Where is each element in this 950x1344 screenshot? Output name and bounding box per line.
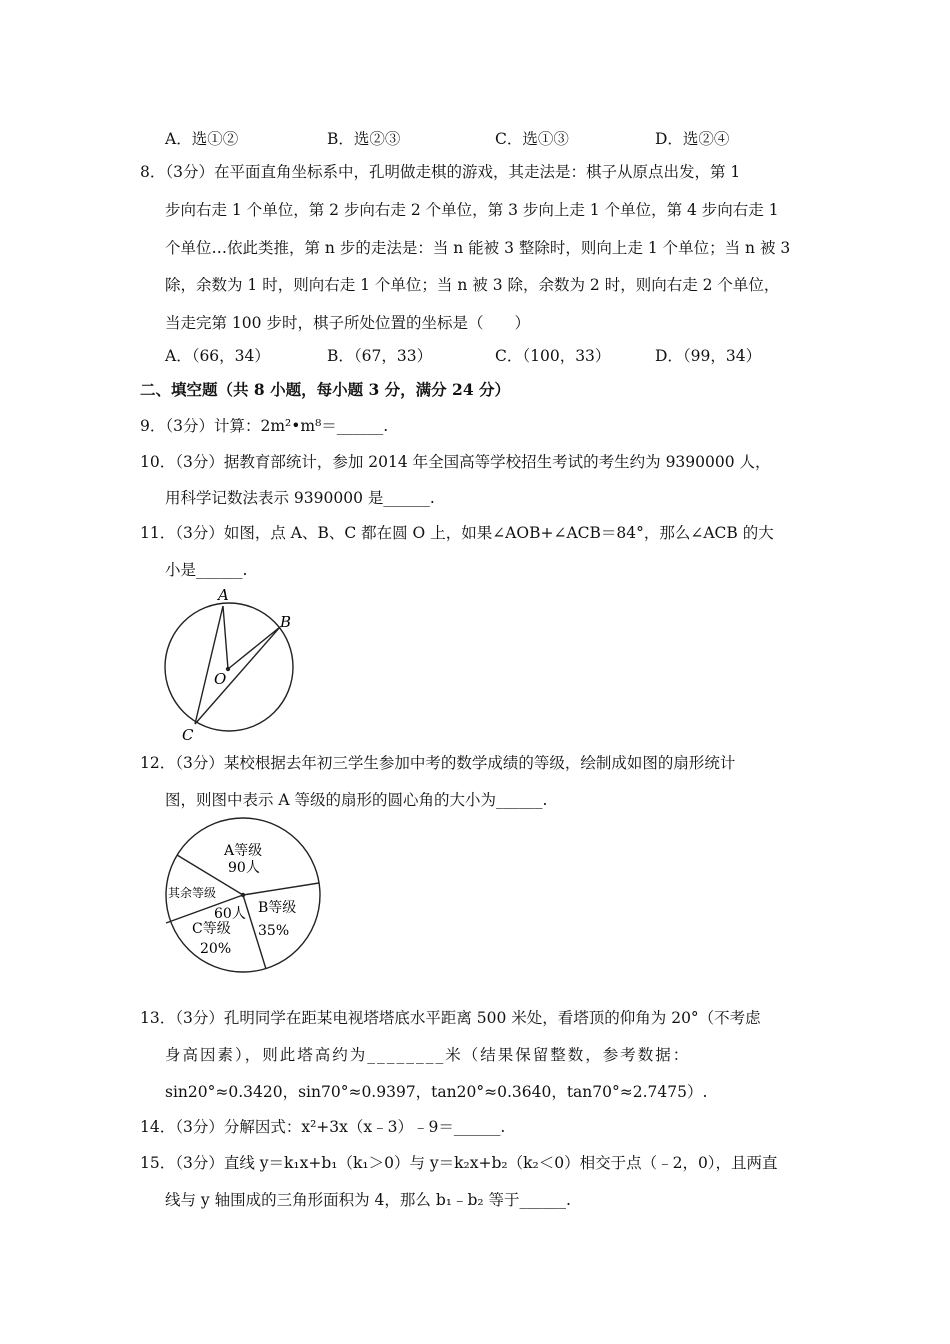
q11-line-1: 11．（3分）如图，点 A、B、C 都在圆 O 上，如果∠AOB+∠ACB＝84°，那么∠ACB 的大	[140, 524, 774, 542]
segment-oa	[223, 606, 228, 669]
q8-line-4: 除，余数为 1 时，则向右走 1 个单位；当 n 被 3 除，余数为 2 时，则向右走 2 个单位，	[165, 276, 780, 294]
label-c: C	[182, 726, 194, 744]
segment-ca	[195, 606, 223, 724]
pie-center-dot	[241, 893, 245, 897]
circle-o	[165, 603, 293, 731]
q11-line-2: 小是______.	[165, 561, 248, 579]
label-o: O	[214, 670, 227, 688]
pie-b-name: B等级	[258, 900, 297, 916]
center-dot	[226, 667, 230, 671]
q14: 14．（3分）分解因式：x²+3x（x﹣3）﹣9＝______.	[140, 1118, 506, 1136]
label-a: A	[218, 586, 229, 604]
q7-option-c: C．选①③	[495, 130, 569, 148]
q8-option-a: A．（66，34）	[165, 347, 270, 365]
pie-c-name: C等级	[192, 921, 231, 937]
pie-divider-2	[243, 883, 319, 895]
q13-line-1: 13．（3分）孔明同学在距某电视塔塔底水平距离 500 米处，看塔顶的仰角为 20°（不考虑	[140, 1009, 761, 1027]
pie-c-pct: 20%	[200, 941, 232, 957]
q8-option-c: C．（100，33）	[495, 347, 611, 365]
q9: 9．（3分）计算：2m²•m⁸＝______.	[140, 417, 389, 435]
pie-figure	[160, 815, 330, 980]
q12-line-1: 12．（3分）某校根据去年初三学生参加中考的数学成绩的等级，绘制成如图的扇形统计	[140, 754, 736, 772]
pie-a-count: 90人	[228, 860, 260, 876]
q8-line-2: 步向右走 1 个单位，第 2 步向右走 2 个单位，第 3 步向上走 1 个单位，第 4 步向右走 1	[165, 201, 779, 219]
q8-option-b: B．（67，33）	[327, 347, 433, 365]
q8-option-d: D．（99，34）	[655, 347, 762, 365]
q15-line-1: 15．（3分）直线 y＝k₁x+b₁（k₁＞0）与 y＝k₂x+b₂（k₂＜0）相交于点（﹣2，0），且两直	[140, 1154, 778, 1172]
q10-line-1: 10．（3分）据教育部统计，参加 2014 年全国高等学校招生考试的考生约为 9390000 人，	[140, 453, 771, 471]
pie-other-name: 其余等级	[168, 886, 217, 900]
q13-line-2: 身高因素），则此塔高约为________米（结果保留整数，参考数据：	[165, 1046, 691, 1064]
section-title: 二、填空题（共 8 小题，每小题 3 分，满分 24 分）	[140, 380, 511, 399]
q8-line-5: 当走完第 100 步时，棋子所处位置的坐标是（ ）	[165, 314, 530, 332]
label-b: B	[280, 613, 292, 631]
q8-line-1: 8．（3分）在平面直角坐标系中，孔明做走棋的游戏，其走法是：棋子从原点出发，第 1	[140, 163, 741, 181]
q12-line-2: 图，则图中表示 A 等级的扇形的圆心角的大小为______.	[165, 791, 548, 809]
pie-other-count: 60人	[214, 906, 246, 922]
q8-line-3: 个单位…依此类推，第 n 步的走法是：当 n 能被 3 整除时，则向上走 1 个单位；当 n 被 3	[165, 239, 791, 257]
pie-a-name: A等级	[224, 843, 263, 859]
segment-cb	[195, 627, 280, 724]
q7-option-d: D．选②④	[655, 130, 730, 148]
pie-b-pct: 35%	[258, 923, 290, 939]
circle-figure	[155, 585, 305, 745]
q7-option-a: A．选①②	[165, 130, 239, 148]
segment-ob	[228, 627, 280, 669]
q13-line-3: sin20°≈0.3420，sin70°≈0.9397，tan20°≈0.3640，tan70°≈2.7475）.	[165, 1083, 708, 1101]
q15-line-2: 线与 y 轴围成的三角形面积为 4，那么 b₁﹣b₂ 等于______.	[165, 1191, 571, 1209]
q10-line-2: 用科学记数法表示 9390000 是______.	[165, 489, 435, 507]
q7-option-b: B．选②③	[327, 130, 401, 148]
